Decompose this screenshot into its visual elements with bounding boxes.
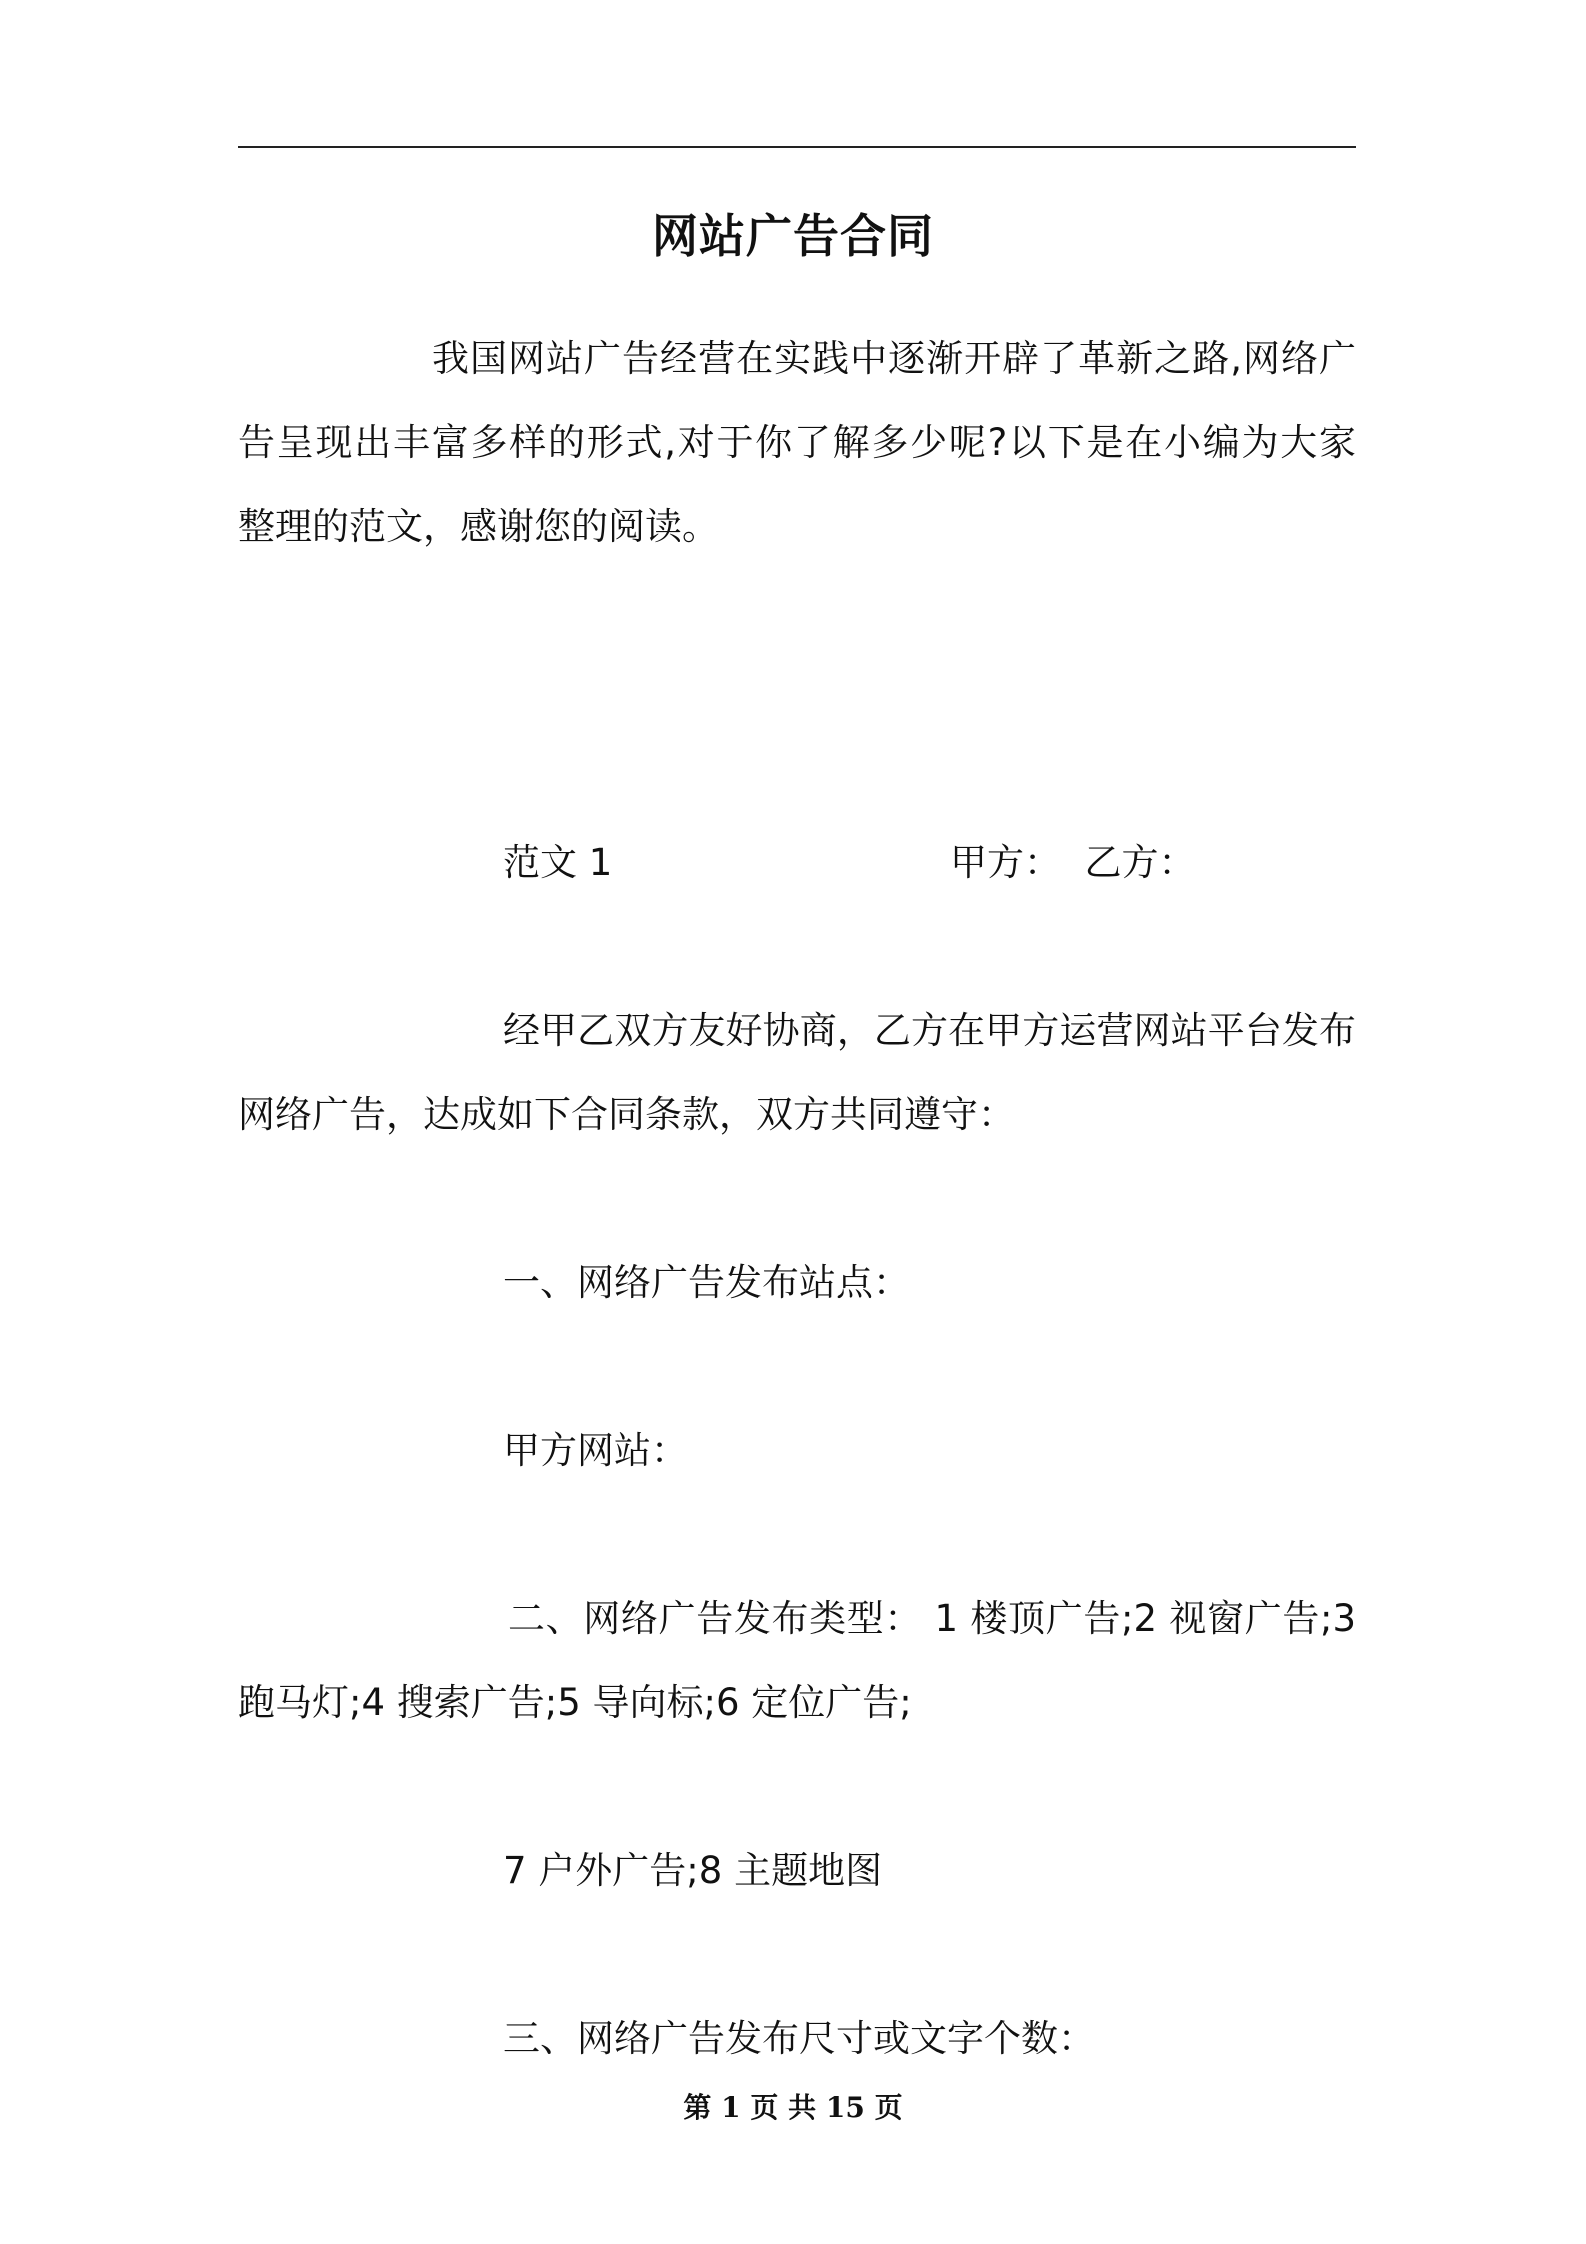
section-1-site: 甲方网站： [503, 1429, 688, 1472]
party-labels: 甲方： 乙方： [950, 841, 1196, 884]
section-1-heading: 一、网络广告发布站点： [503, 1261, 910, 1304]
intro-line-3: 整理的范文，感谢您的阅读。 [238, 505, 719, 548]
section-2-line-1: 二、网络广告发布类型： 1 楼顶广告;2 视窗广告;3 [508, 1597, 1356, 1640]
agreement-line-2: 网络广告，达成如下合同条款，双方共同遵守： [238, 1093, 1015, 1136]
intro-line-2: 告呈现出丰富多样的形式,对于你了解多少呢?以下是在小编为大家 [238, 421, 1356, 464]
section-2-line-3: 7 户外广告;8 主题地图 [503, 1849, 883, 1892]
intro-line-1: 我国网站广告经营在实践中逐渐开辟了革新之路,网络广 [432, 337, 1356, 380]
document-title: 网站广告合同 [652, 209, 934, 263]
agreement-line-1: 经甲乙双方友好协商，乙方在甲方运营网站平台发布 [503, 1009, 1356, 1052]
section-3-heading: 三、网络广告发布尺寸或文字个数： [503, 2017, 1095, 2060]
section-2-line-2: 跑马灯;4 搜索广告;5 导向标;6 定位广告; [238, 1681, 912, 1724]
page-number: 第 1 页 共 15 页 [683, 2091, 903, 2124]
sample-label: 范文 1 [503, 841, 613, 884]
header-rule [238, 146, 1356, 148]
